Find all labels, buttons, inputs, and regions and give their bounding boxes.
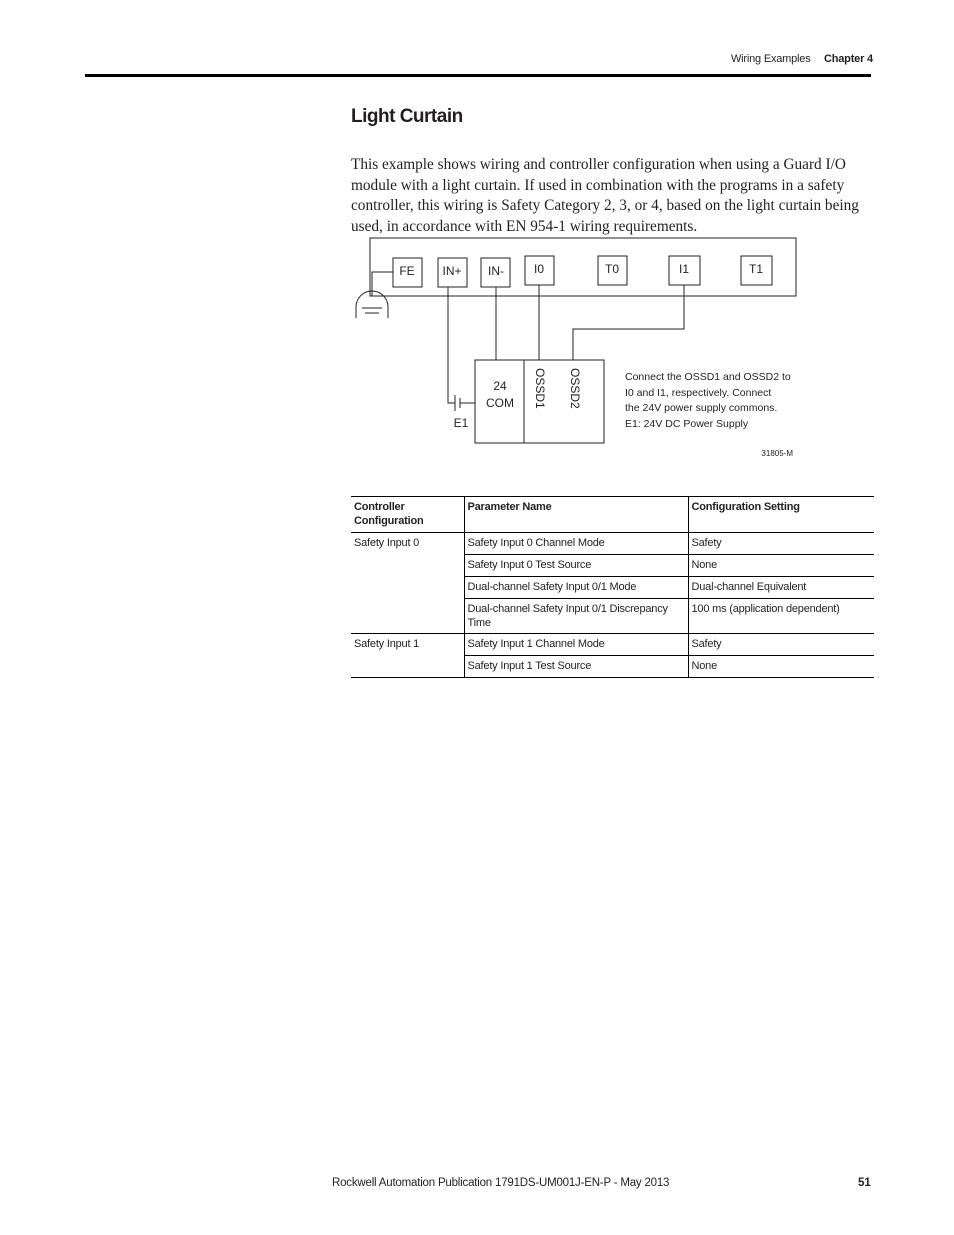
header-setting: Configuration Setting <box>688 497 874 533</box>
header-controller: Controller Configuration <box>351 497 464 533</box>
ground-wire <box>372 272 393 296</box>
terminal-t1-label: T1 <box>748 262 764 276</box>
footer-page-number: 51 <box>858 1177 871 1189</box>
ossd2-label: OSSD2 <box>568 368 582 409</box>
figure-id: 31805-M <box>761 449 793 458</box>
supply-e1-label: E1 <box>453 416 469 430</box>
guard-io-module-outline <box>370 238 796 296</box>
configuration-table <box>351 496 874 678</box>
table-header-row <box>351 497 874 533</box>
terminal-t0-label: T0 <box>604 262 620 276</box>
wiring-note-line-3: the 24V power supply commons. <box>625 402 778 414</box>
parameter-cell: Safety Input 1 Channel Mode <box>464 634 688 656</box>
setting-cell: Safety <box>688 533 874 555</box>
header-section-label: Wiring Examples <box>731 53 811 65</box>
terminal-i1-label: I1 <box>678 262 690 276</box>
setting-cell: 100 ms (application dependent) <box>688 599 874 634</box>
terminal-in-plus-label: IN+ <box>442 264 462 278</box>
header-parameter: Parameter Name <box>464 497 688 533</box>
header-chapter-label: Chapter 4 <box>824 53 873 65</box>
wiring-note-line-1: Connect the OSSD1 and OSSD2 to <box>625 371 791 383</box>
table-row <box>351 533 874 555</box>
parameter-cell: Dual-channel Safety Input 0/1 Mode <box>464 577 688 599</box>
setting-cell: Dual-channel Equivalent <box>688 577 874 599</box>
intro-paragraph: This example shows wiring and controller configuration when using a Guard I/O module with a light curtain. If used in combination with the programs in a safety controller, this wiring is Safety Category 2, 3, or 4, based on the light curtain being used, in accordance with EN 954-1 wiring requirements. <box>351 156 859 235</box>
ossd1-label: OSSD1 <box>533 368 547 409</box>
power-24-label: 24 <box>493 379 507 393</box>
terminal-fe-label: FE <box>399 264 415 278</box>
setting-cell: Safety <box>688 634 874 656</box>
page-title: Light Curtain <box>351 106 463 127</box>
footer-publication: Rockwell Automation Publication 1791DS-UM001J-EN-P - May 2013 <box>332 1177 670 1189</box>
terminal-in-minus-label: IN- <box>488 264 504 278</box>
wire-in-plus-supply <box>448 287 455 403</box>
wiring-note-line-4: E1: 24V DC Power Supply <box>625 418 749 430</box>
power-com-label: COM <box>486 396 514 410</box>
parameter-cell: Safety Input 1 Test Source <box>464 656 688 678</box>
parameter-cell: Dual-channel Safety Input 0/1 Discrepancy Time <box>464 599 688 634</box>
parameter-cell: Safety Input 0 Channel Mode <box>464 533 688 555</box>
setting-cell: None <box>688 656 874 678</box>
wiring-note-line-2: I0 and I1, respectively. Connect <box>625 387 772 399</box>
setting-cell: None <box>688 555 874 577</box>
table-row <box>351 634 874 656</box>
terminal-i0-label: I0 <box>533 262 545 276</box>
wiring-diagram <box>0 0 954 480</box>
parameter-cell: Safety Input 0 Test Source <box>464 555 688 577</box>
controller-cell: Safety Input 1 <box>351 634 464 678</box>
controller-cell: Safety Input 0 <box>351 533 464 634</box>
